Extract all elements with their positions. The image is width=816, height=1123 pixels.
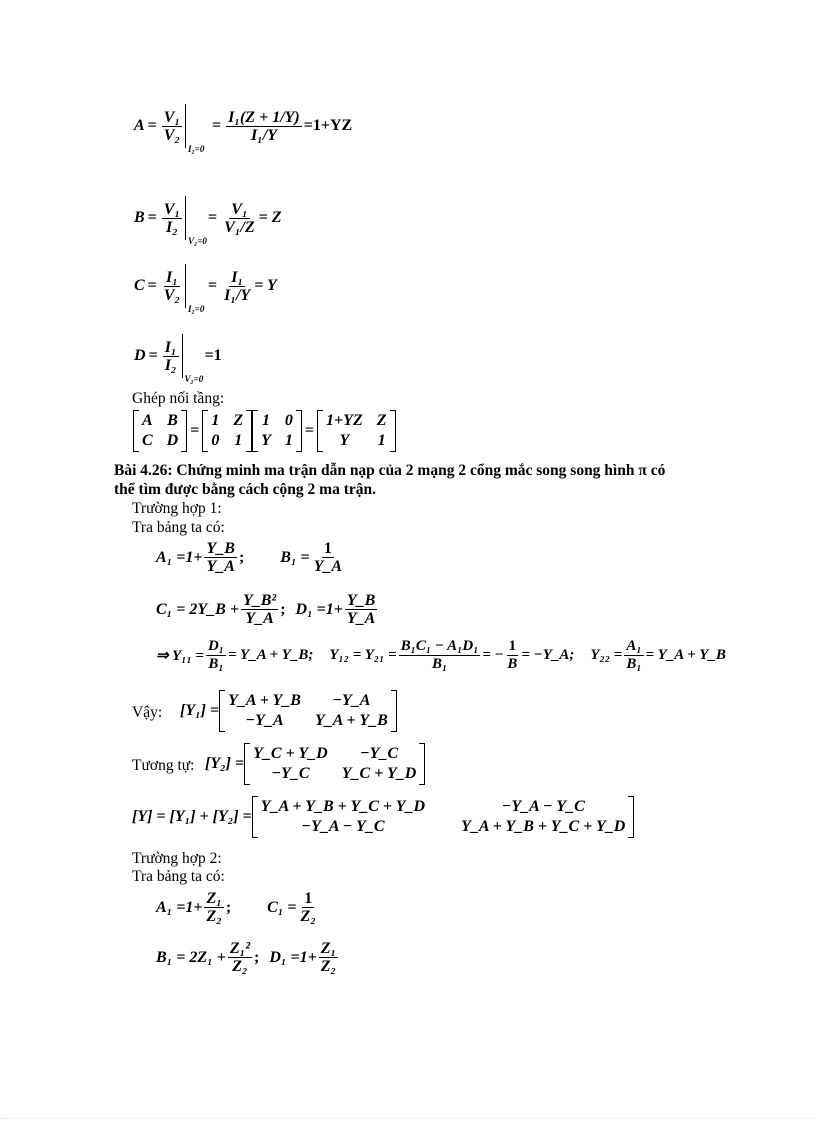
matrix-result: 1+YZ Z Y 1	[317, 410, 395, 452]
problem-statement-line1: Bài 4.26: Chứng minh ma trận dẫn nạp của 2 mạng 2 cổng mắc song song hình π có	[114, 462, 666, 479]
case-2-lookup: Tra bảng ta có:	[132, 868, 225, 885]
case-2-heading: Trường hợp 2:	[132, 850, 222, 867]
matrix-abcd: A B C D	[133, 410, 187, 452]
page-bottom-rule	[0, 1118, 816, 1119]
case-1-heading: Trường hợp 1:	[132, 500, 222, 517]
equation-y-sum-matrix: [Y] = [Y₁] + [Y₂] = Y_A + Y_B + Y_C + Y_D −Y_A − Y_C −Y_A − Y_C Y_A + Y_B + Y_C + Y_D	[132, 796, 634, 838]
equation-c1-y-params: ⇒ Y₁₁ = $\frac{\text{D₁}}{\text{B₁}}$ = Y_A + Y_B; Y₁₂ = Y₂₁ = $\frac{\text{B₁C₁ − A₁D₁}}{\text{B₁}}$ = − $\frac{1}{B}$ = −Y_A; Y₂₂ = $\frac{\text{A₁}}{\text{B₁}}$ = Y_A + Y_B	[156, 638, 726, 672]
text-tuong-tu: Tương tự:	[132, 757, 195, 774]
equation-c2-a1-c1: A₁ =1+ $\frac{\text{Z₁}}{\text{Z₂}}$ ; C₁ = $\frac{1}{\text{Z₂}}$	[156, 890, 316, 925]
problem-statement-line2: thể tìm được bằng cách cộng 2 ma trận.	[114, 481, 376, 498]
equation-cascade: A B C D = 1 Z 0 1 1 0 Y 1 = 1+YZ Z Y 1	[133, 410, 396, 452]
text-vay: Vậy:	[132, 704, 163, 721]
equation-c1-a1-b1: A₁ =1+ $\frac{Y\_B}{Y\_A}$ ; B₁ = $\frac{1}{Y\_A}$	[156, 540, 343, 575]
equation-a-param: A = $\frac{\text{V₁}}{\text{V₂}}$ I₂=0 = $\frac{\text{I₁(Z + 1/Y)}}{\text{I₁/Y}}$ =1+YZ	[134, 104, 352, 148]
equation-d-param: D = $\frac{\text{I₁}}{\text{I₂}}$ V₂=0 =1	[134, 334, 222, 378]
text-ghep-noi-tang: Ghép nối tầng:	[132, 390, 225, 407]
matrix-shunt: 1 0 Y 1	[252, 410, 302, 452]
case-1-lookup: Tra bảng ta có:	[132, 519, 225, 536]
equation-c2-b1-d1: B₁ = 2Z₁ + $\frac{\text{Z₁²}}{\text{Z₂}}$ ; D₁ =1+ $\frac{\text{Z₁}}{\text{Z₂}}$	[156, 940, 337, 975]
equation-c-param: C = $\frac{\text{I₁}}{\text{V₂}}$ I₂=0 = $\frac{\text{I₁}}{\text{I₁/Y}}$ = Y	[134, 264, 277, 308]
equation-c1-c1-d1: C₁ = 2Y_B + $\frac{\text{Y\_B²}}{Y\_A}$ ; D₁ =1+ $\frac{Y\_B}{Y\_A}$	[156, 592, 376, 627]
equation-b-param: B = $\frac{\text{V₁}}{\text{I₂}}$ V₂=0 = $\frac{\text{V₁}}{\text{V₁/Z}}$ = Z	[134, 196, 282, 240]
matrix-series: 1 Z 0 1	[202, 410, 252, 452]
equation-y2-matrix: [Y₂] = Y_C + Y_D −Y_C −Y_C Y_C + Y_D	[205, 743, 425, 785]
equation-y1-matrix: [Y₁] = Y_A + Y_B −Y_A −Y_A Y_A + Y_B	[180, 690, 397, 732]
